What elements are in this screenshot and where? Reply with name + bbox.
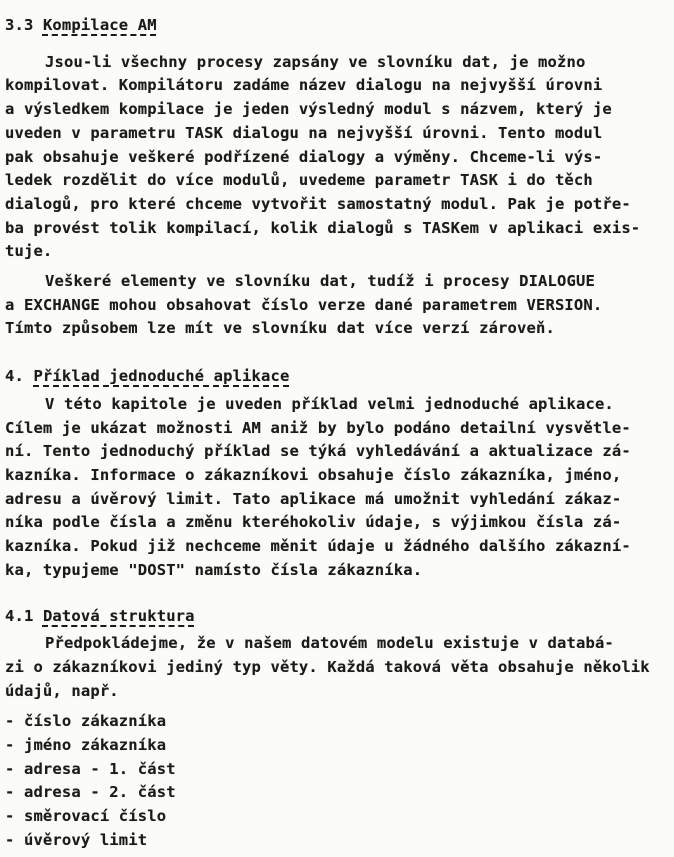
- paragraph-line: tuje.: [5, 242, 53, 261]
- paragraph-line: uveden v parametru TASK dialogu na nejvyšší úrovni. Tento modul: [5, 123, 603, 142]
- paragraph-line: ní. Tento jednoduchý příklad se týká vyhledávání a aktualizace zá-: [5, 442, 631, 461]
- paragraph-line: ledek rozdělit do více modulů, uvedeme parametr TASK i do těch: [5, 171, 593, 190]
- paragraph-data-model: [5, 632, 668, 703]
- list-item: - úvěrový limit: [5, 830, 148, 849]
- heading-number: 3.3: [5, 16, 34, 34]
- list-item: - adresa - 1. část: [5, 759, 176, 778]
- paragraph-line: Předpokládejme, že v našem datovém modelu existuje v databá-: [45, 634, 614, 653]
- list-item: - směrovací číslo: [5, 807, 167, 826]
- paragraph-line: zi o zákazníkovi jediný typ věty. Každá taková věta obsahuje několik: [5, 657, 650, 676]
- paragraph-line: pak obsahuje veškeré podřízené dialogy a výměny. Chceme-li výs-: [5, 147, 603, 166]
- heading-title: Příklad jednoduché aplikace: [33, 367, 290, 386]
- field-list: [5, 710, 668, 852]
- section-heading-kompilace: [5, 14, 668, 38]
- paragraph-line: Veškeré elementy ve slovníku dat, tudíž i procesy DIALOGUE: [45, 272, 595, 291]
- paragraph-line: adresu a úvěrový limit. Tato aplikace má umožnit vyhledání zákaz-: [5, 489, 622, 508]
- paragraph-line: V této kapitole je uveden příklad velmi jednoduché aplikace.: [45, 394, 614, 413]
- paragraph-line: kompilovat. Kompilátoru zadáme název dialogu na nejvyšší úrovni: [5, 76, 603, 95]
- list-item: - číslo zákazníka: [5, 712, 167, 731]
- list-item: - adresa - 2. část: [5, 783, 176, 802]
- list-item: - jméno zákazníka: [5, 735, 167, 754]
- heading-title: Datová struktura: [42, 607, 195, 626]
- paragraph-line: níka podle čísla a změnu kteréhokoliv údaje, s výjimkou čísla zá-: [5, 513, 622, 532]
- paragraph-line: kazníka. Pokud již nechceme měnit údaje u žádného dalšího zákazní-: [5, 537, 631, 556]
- paragraph-line: Cílem je ukázat možnosti AM aniž by bylo podáno detailní vysvětle-: [5, 418, 631, 437]
- heading-title: Kompilace AM: [42, 16, 157, 34]
- heading-number: 4.: [5, 367, 24, 386]
- paragraph-line: a EXCHANGE mohou obsahovat číslo verze dané parametrem VERSION.: [5, 295, 603, 314]
- paragraph-line: ka, typujeme "DOST" namísto čísla zákazníka.: [5, 560, 423, 579]
- heading-number: 4.1: [5, 607, 34, 626]
- section-heading-priklad: [5, 365, 668, 389]
- paragraph-line: údajů, např.: [5, 681, 119, 700]
- paragraph-example-app: [5, 393, 668, 583]
- paragraph-line: kazníka. Informace o zákazníkovi obsahuje číslo zákazníka, jméno,: [5, 465, 622, 484]
- paragraph-compilation: [5, 51, 668, 264]
- paragraph-line: Jsou-li všechny procesy zapsány ve slovníku dat, je možno: [45, 52, 586, 71]
- paragraph-line: a výsledkem kompilace je jeden výsledný modul s názvem, který je: [5, 100, 612, 119]
- paragraph-line: ba provést tolik kompilací, kolik dialogů s TASKem v aplikaci exis-: [5, 218, 641, 237]
- paragraph-line: dialogů, pro které chceme vytvořit samostatný modul. Pak je potře-: [5, 194, 631, 213]
- section-heading-datova-struktura: [5, 605, 668, 629]
- paragraph-line: Tímto způsobem lze mít ve slovníku dat více verzí zároveň.: [5, 319, 555, 338]
- paragraph-versions: [5, 270, 668, 341]
